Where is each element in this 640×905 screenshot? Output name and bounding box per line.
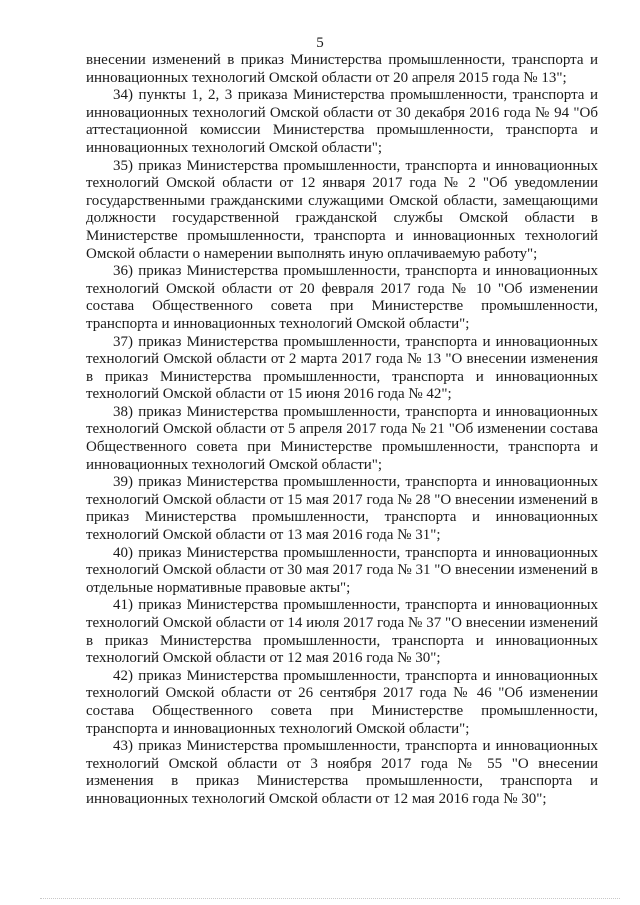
paragraph-item-38: 38) приказ Министерства промышленности, транспорта и инновационных технологий Омской области от 5 апреля 2017 года № 21 "Об изменении состава Общественного совета при Министерстве промышленности, транспорта и инновационных технологий Омской области"; bbox=[86, 403, 598, 473]
page-number: 5 bbox=[316, 35, 324, 51]
paragraph-item-40: 40) приказ Министерства промышленности, транспорта и инновационных технологий Омской области от 30 мая 2017 года № 31 "О внесении изменений в отдельные нормативные правовые акты"; bbox=[86, 544, 598, 596]
paragraph-item-43: 43) приказ Министерства промышленности, транспорта и инновационных технологий Омской области от 3 ноября 2017 года № 55 "О внесении изменения в приказ Министерства промышленности, транспорта и инновационных технологий Омской области от 12 мая 2016 года № 30"; bbox=[86, 738, 598, 807]
document-body bbox=[86, 52, 598, 809]
paragraph-item-39: 39) приказ Министерства промышленности, транспорта и инновационных технологий Омской области от 15 мая 2017 года № 28 "О внесении изменений в приказ Министерства промышленности, транспорта и инновационных технологий Омской области от 13 мая 2016 года № 31"; bbox=[86, 474, 598, 544]
scan-edge-divider bbox=[40, 898, 620, 899]
paragraph-item-34: 34) пункты 1, 2, 3 приказа Министерства промышленности, транспорта и инновационных технологий Омской области от 30 декабря 2016 года № 94 "Об аттестационной комиссии Министерства промышленности, транспорта и инновационных технологий Омской области"; bbox=[86, 87, 598, 156]
paragraph-item-42: 42) приказ Министерства промышленности, транспорта и инновационных технологий Омской области от 26 сентября 2017 года № 46 "Об изменении состава Общественного совета при Министерстве промышленности, транспорта и инновационных технологий Омской области"; bbox=[86, 667, 598, 737]
paragraph-item-37: 37) приказ Министерства промышленности, транспорта и инновационных технологий Омской области от 2 марта 2017 года № 13 "О внесении изменения в приказ Министерства промышленности, транспорта и инновационных технологий Омской области от 15 июня 2016 года № 42"; bbox=[86, 333, 598, 403]
paragraph-item-36: 36) приказ Министерства промышленности, транспорта и инновационных технологий Омской области от 20 февраля 2017 года № 10 "Об изменении состава Общественного совета при Министерстве промышленности, транспорта и инновационных технологий Омской области"; bbox=[86, 263, 598, 332]
paragraph-item-35: 35) приказ Министерства промышленности, транспорта и инновационных технологий Омской области от 12 января 2017 года № 2 "Об уведомлении государственными гражданскими служащими Омской области, замещающими должности государственной гражданской службы Омской области в Министерстве промышленности, транспорта и инновационных технологий Омской области о намерении выполнять иную оплачиваемую работу"; bbox=[86, 157, 598, 262]
paragraph-item-41: 41) приказ Министерства промышленности, транспорта и инновационных технологий Омской области от 14 июля 2017 года № 37 "О внесении изменений в приказ Министерства промышленности, транспорта и инновационных технологий Омской области от 12 мая 2016 года № 30"; bbox=[86, 597, 598, 667]
paragraph-continuation: внесении изменений в приказ Министерства промышленности, транспорта и инновационных технологий Омской области от 20 апреля 2015 года № 13"; bbox=[86, 52, 598, 86]
